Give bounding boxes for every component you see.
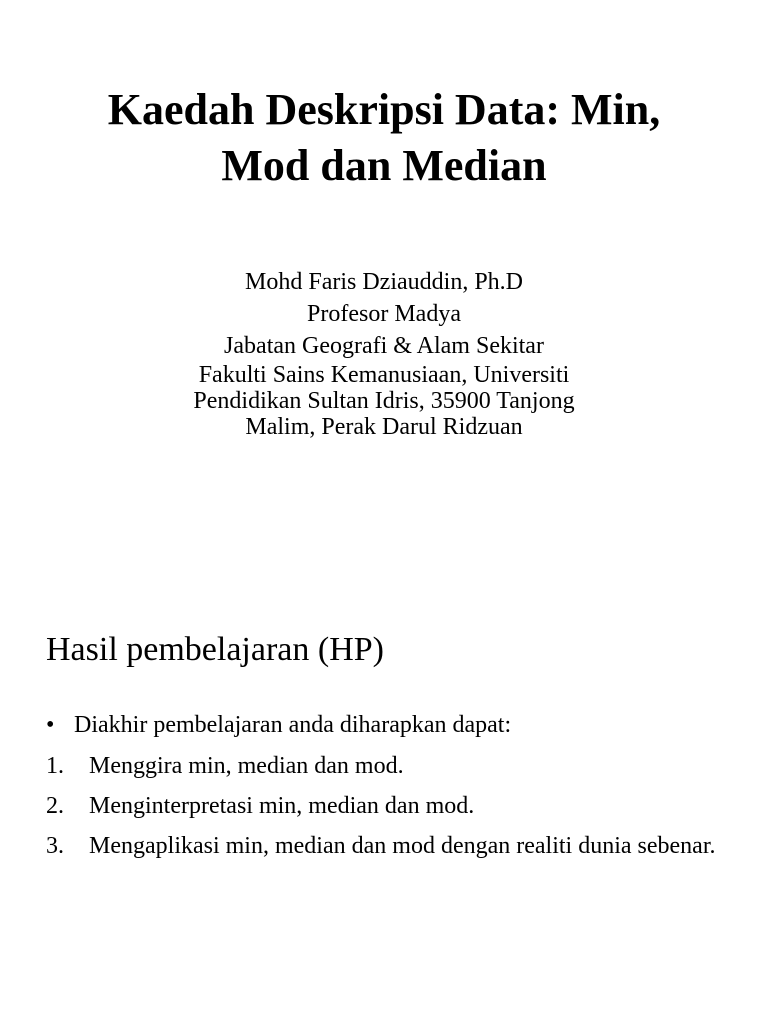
list-item-text: Menggira min, median dan mod. <box>89 753 404 779</box>
list-item-number: 1. <box>46 753 64 779</box>
slide-title-line-1: Kaedah Deskripsi Data: Min, <box>107 85 661 134</box>
list-item-text: Menginterpretasi min, median dan mod. <box>89 793 475 819</box>
author-position: Profesor Madya <box>307 301 461 327</box>
bullet-marker: • <box>46 712 55 738</box>
author-department: Jabatan Geografi & Alam Sekitar <box>224 333 544 359</box>
author-faculty-line-1: Fakulti Sains Kemanusiaan, Universiti <box>198 362 570 388</box>
slide-title-line-2: Mod dan Median <box>221 141 547 190</box>
slide-title <box>30 82 738 194</box>
list-item <box>46 750 736 782</box>
author-faculty-line-2: Pendidikan Sultan Idris, 35900 Tanjong <box>193 388 575 414</box>
learning-outcomes-slide <box>0 512 768 1024</box>
list-item <box>46 790 736 822</box>
author-name: Mohd Faris Dziauddin, Ph.D <box>245 269 523 295</box>
bullet-item <box>46 712 736 750</box>
list-item-number: 2. <box>46 793 64 819</box>
list-item-text: Mengaplikasi min, median dan mod dengan realiti dunia sebenar. <box>89 833 716 859</box>
author-faculty-line-3: Malim, Perak Darul Ridzuan <box>245 414 523 440</box>
slide-content <box>46 712 736 870</box>
slide-heading: Hasil pembelajaran (HP) <box>46 631 384 668</box>
author-info <box>110 266 658 440</box>
list-item <box>46 830 736 862</box>
bullet-text: Diakhir pembelajaran anda diharapkan dapat: <box>74 712 512 738</box>
list-item-number: 3. <box>46 833 64 859</box>
